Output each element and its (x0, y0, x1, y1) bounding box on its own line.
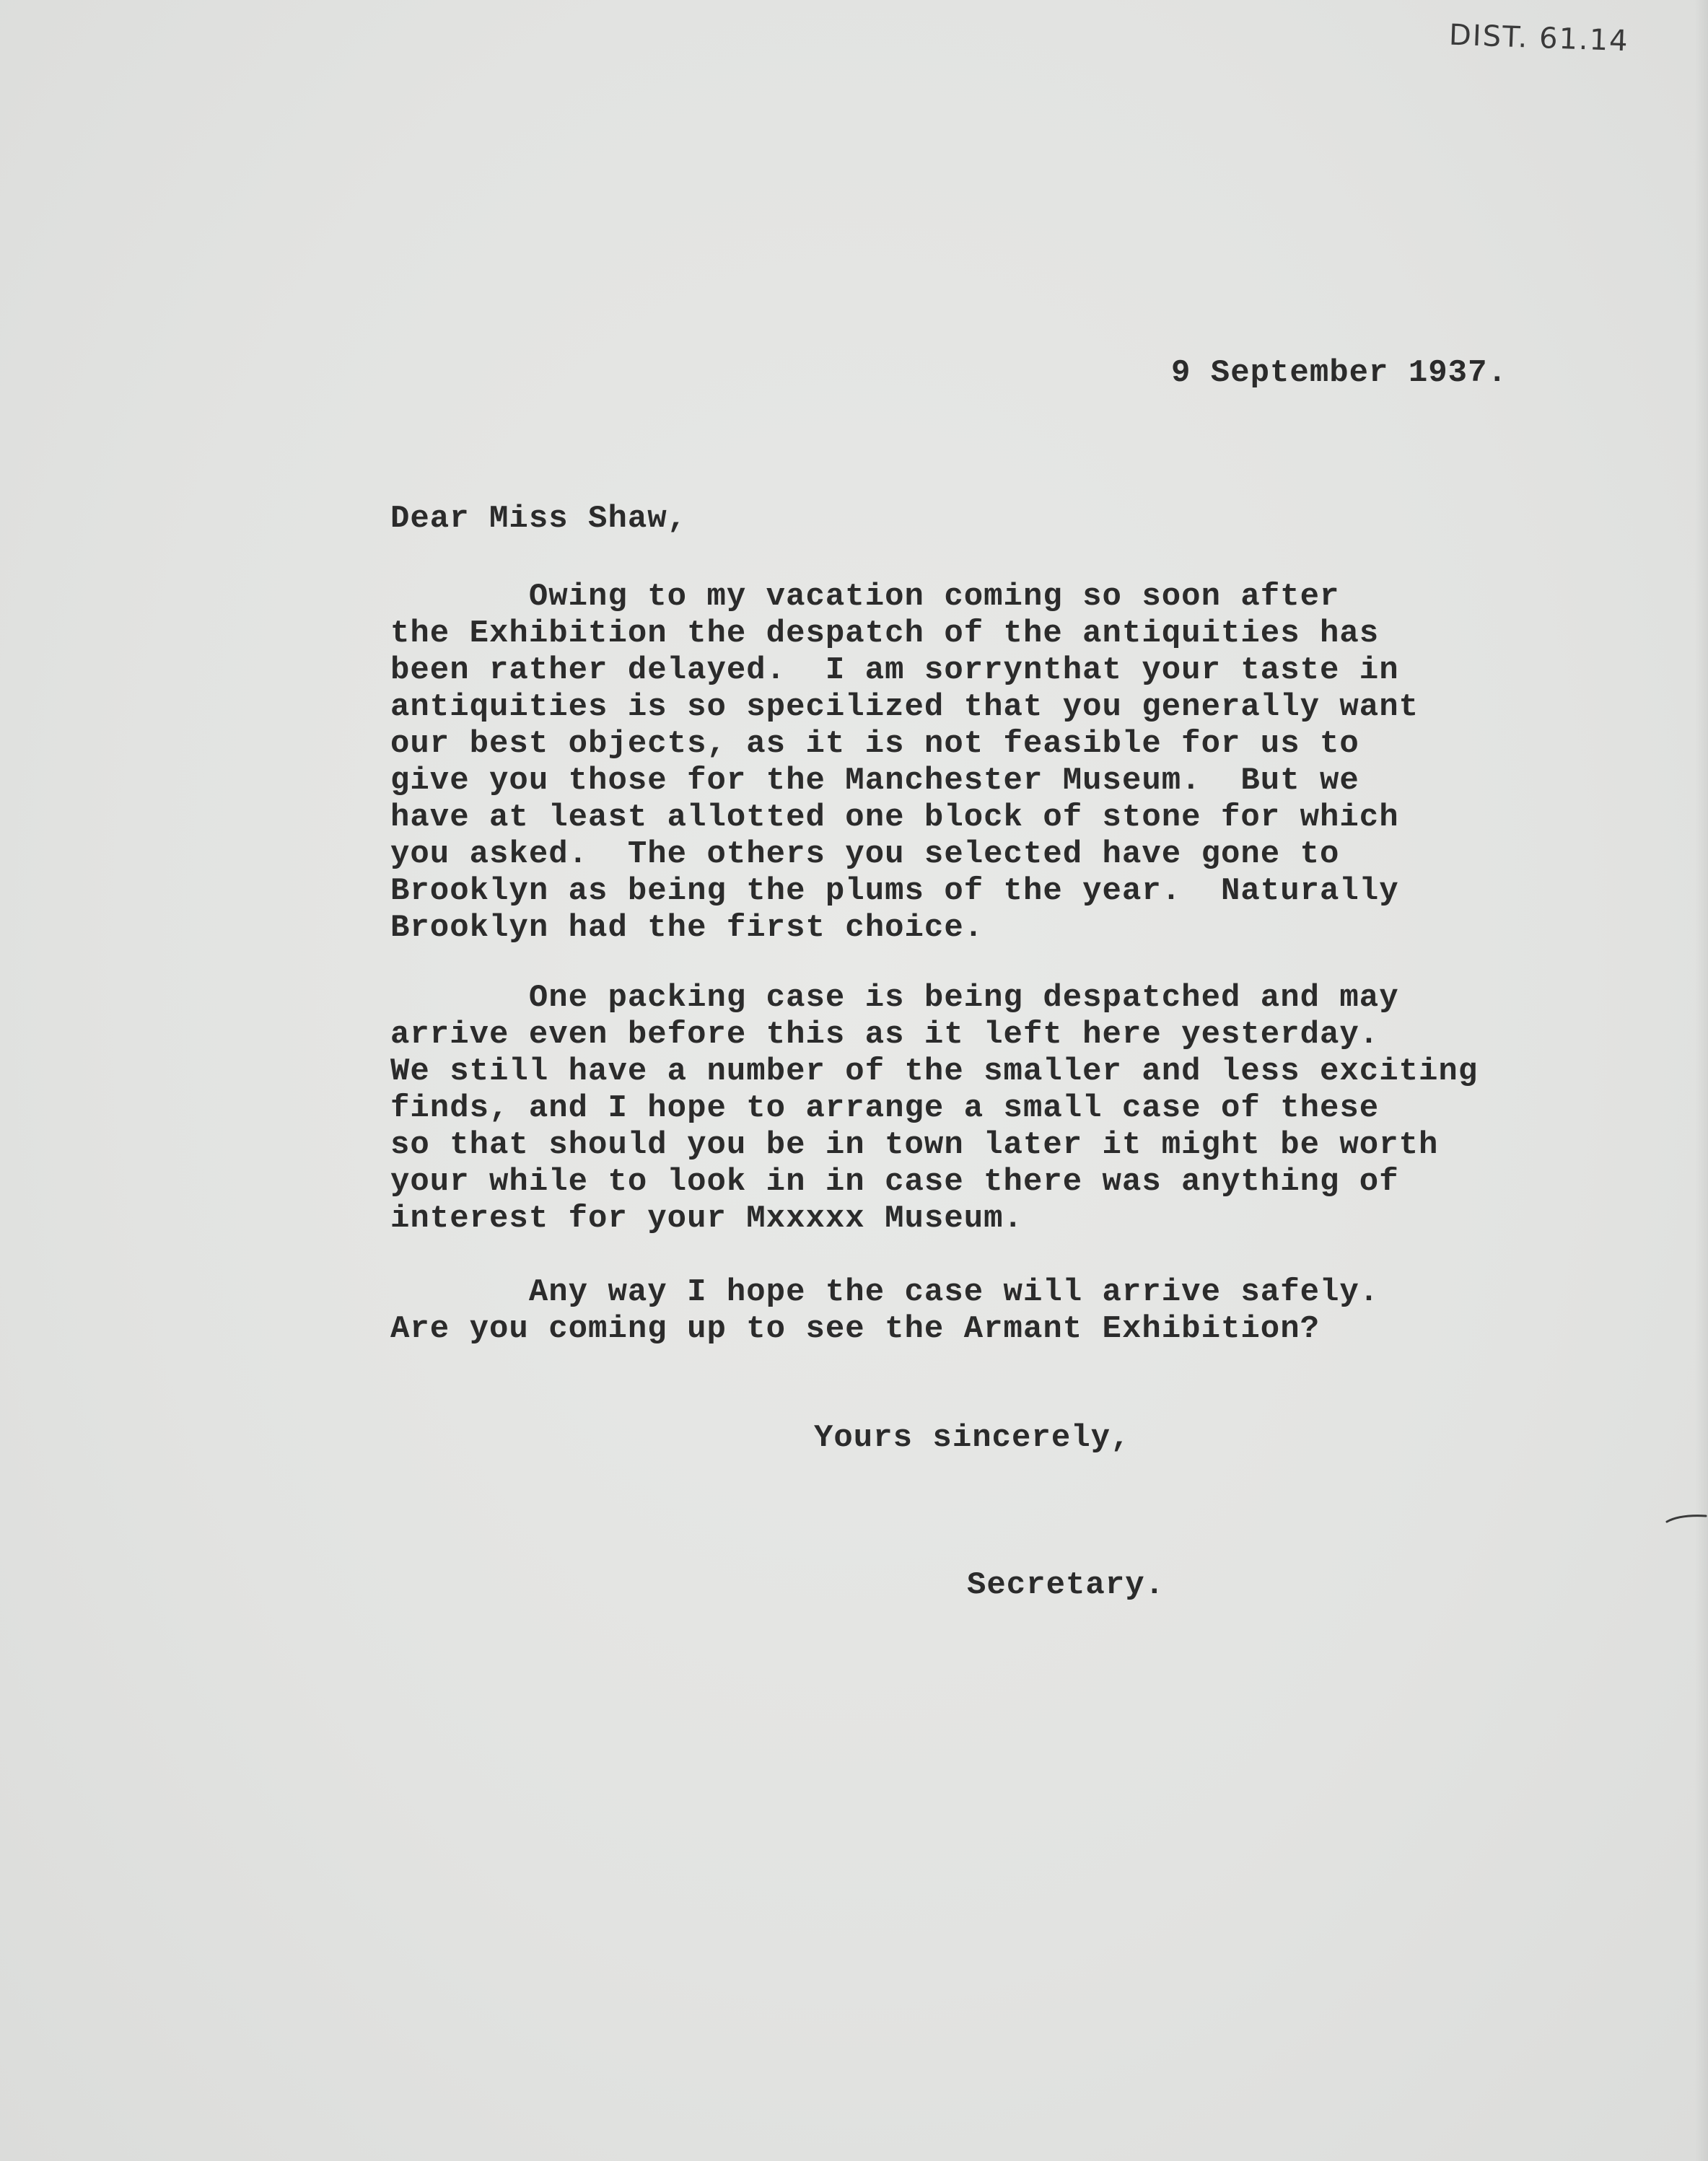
body-paragraph-3: Any way I hope the case will arrive safely. Are you coming up to see the Armant Exhibition? (390, 1274, 1380, 1347)
paper-edge-shadow (1695, 0, 1708, 2161)
letter-date: 9 September 1937. (1171, 355, 1507, 391)
closing: Yours sincerely, (814, 1420, 1131, 1456)
body-paragraph-1: Owing to my vacation coming so soon after the Exhibition the despatch of the antiquities has been rather delayed. I am sorrynthat your taste in antiquities is so specilized that you generally want our best objects, as it is not feasible for us to give you those for the Manchester Museum. But we have at least allotted one block of stone for which you asked. The others you selected have gone to Brooklyn as being the plums of the year. Naturally Brooklyn had the first choice. (390, 579, 1419, 946)
archive-reference-mark: DIST. 61.14 (1448, 18, 1630, 58)
salutation: Dear Miss Shaw, (390, 501, 688, 537)
pencil-stroke-mark (1665, 1512, 1707, 1525)
body-paragraph-2: One packing case is being despatched and may arrive even before this as it left here yesterday. We still have a number of the smaller and less exciting finds, and I hope to arrange a small case of these so that should you be in town later it might be worth your while to look in in case there was anything of interest for your Mxxxxx Museum. (390, 980, 1479, 1237)
signature-title: Secretary. (967, 1567, 1165, 1603)
